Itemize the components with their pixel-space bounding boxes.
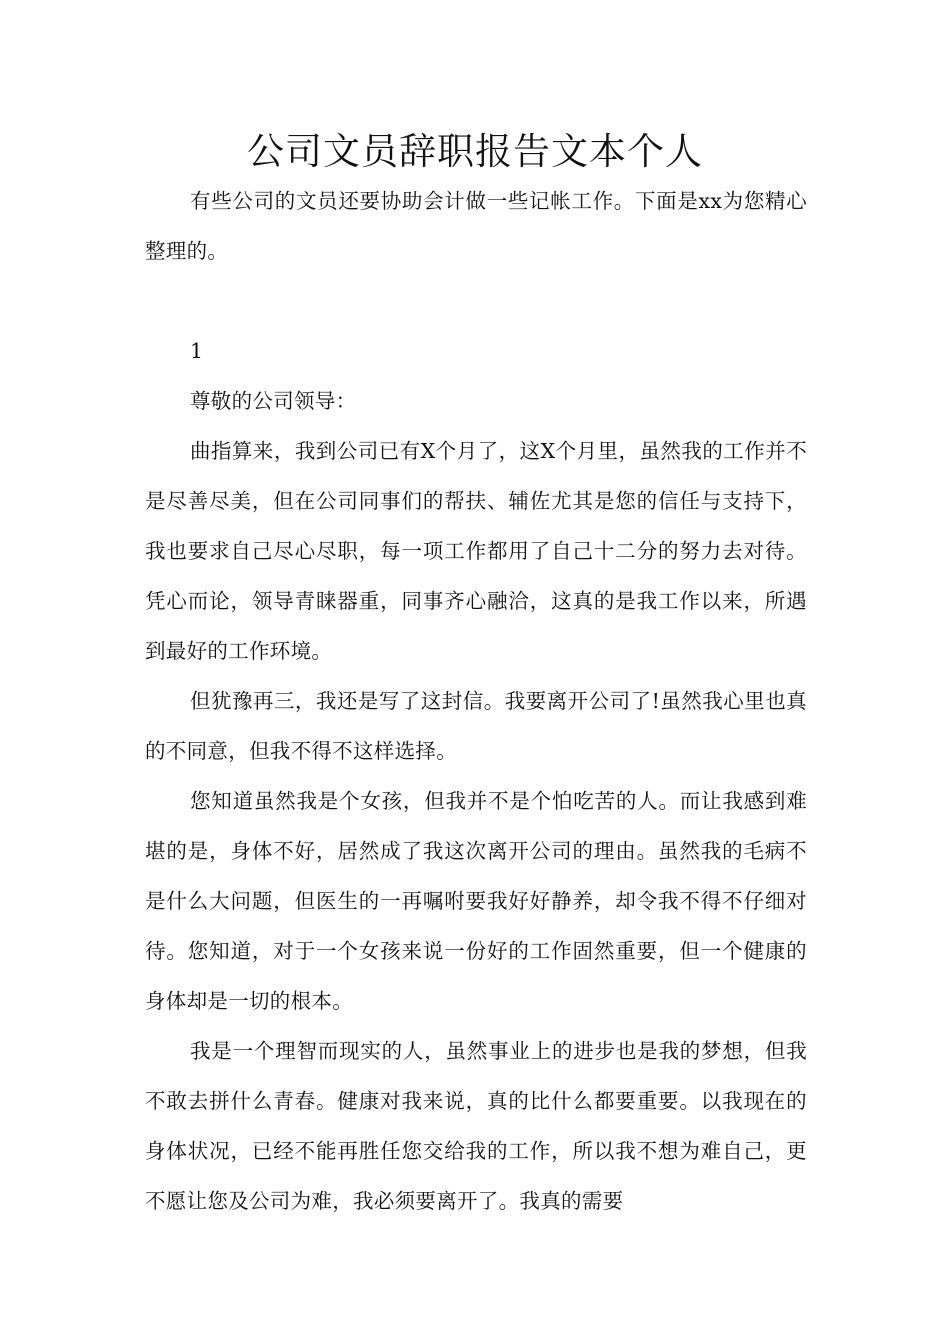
document-body bbox=[145, 176, 807, 1226]
body-paragraph: 曲指算来，我到公司已有X个月了，这X个月里，虽然我的工作并不是尽善尽美，但在公司同事们的帮扶、辅佐尤其是您的信任与支持下，我也要求自己尽心尽职，每一项工作都用了自己十二分的努力去对待。凭心而论，领导青睐器重，同事齐心融洽，这真的是我工作以来，所遇到最好的工作环境。 bbox=[145, 439, 807, 663]
document-title: 公司文员辞职报告文本个人 bbox=[247, 130, 703, 173]
salutation: 尊敬的公司领导： bbox=[190, 389, 357, 413]
body-paragraph: 但犹豫再三，我还是写了这封信。我要离开公司了!虽然我心里也真的不同意，但我不得不这样选择。 bbox=[145, 689, 807, 763]
intro-paragraph: 有些公司的文员还要协助会计做一些记帐工作。下面是xx为您精心整理的。 bbox=[145, 189, 807, 263]
body-paragraph: 我是一个理智而现实的人，虽然事业上的进步也是我的梦想，但我不敢去拼什么青春。健康对我来说，真的比什么都要重要。以我现在的身体状况，已经不能再胜任您交给我的工作，所以我不想为难自己，更不愿让您及公司为难，我必须要离开了。我真的需要 bbox=[145, 1039, 807, 1213]
body-paragraph: 您知道虽然我是个女孩，但我并不是个怕吃苦的人。而让我感到难堪的是，身体不好，居然成了我这次离开公司的理由。虽然我的毛病不是什么大问题，但医生的一再嘱咐要我好好静养，却令我不得不仔细对待。您知道，对于一个女孩来说一份好的工作固然重要，但一个健康的身体却是一切的根本。 bbox=[145, 789, 807, 1013]
blank-line bbox=[145, 276, 807, 326]
section-number: 1 bbox=[190, 339, 204, 363]
